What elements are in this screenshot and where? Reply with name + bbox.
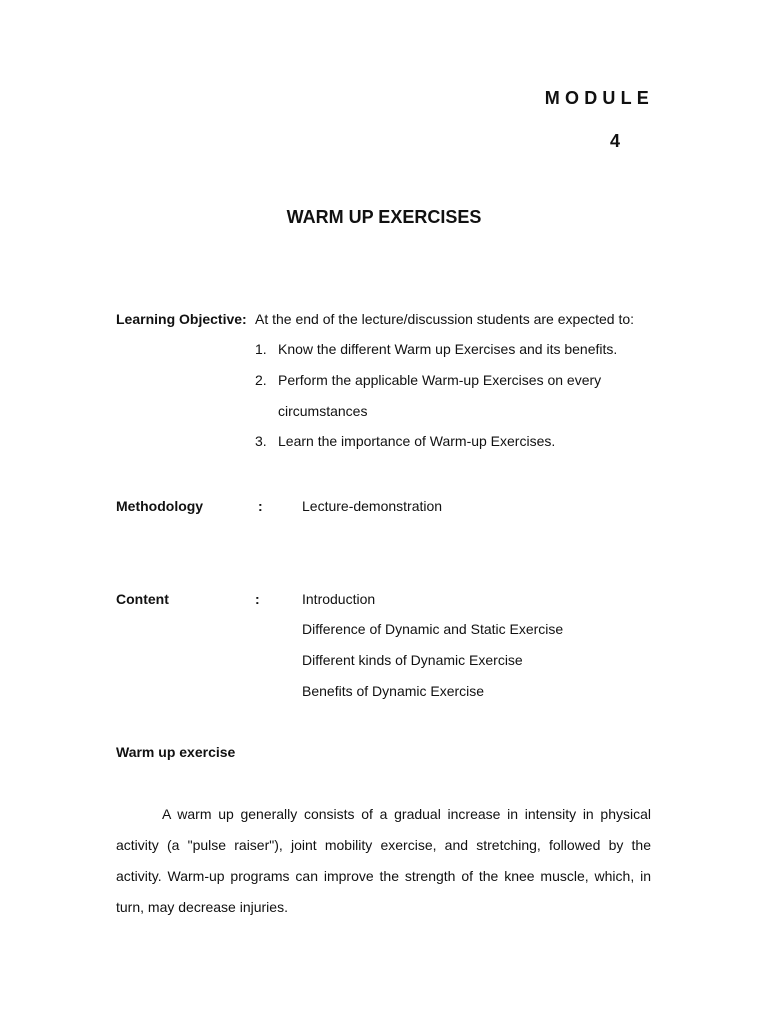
content-item: Benefits of Dynamic Exercise <box>302 683 485 699</box>
page-title: WARM UP EXERCISES <box>286 207 482 227</box>
objective-number: 2. <box>255 372 267 388</box>
methodology-colon: : <box>258 498 263 514</box>
content-item: Difference of Dynamic and Static Exercise <box>302 621 564 637</box>
objective-text: Learn the importance of Warm-up Exercises. <box>278 433 556 449</box>
content-label: Content <box>116 591 169 607</box>
methodology-value: Lecture-demonstration <box>302 498 443 514</box>
content-colon: : <box>255 591 260 607</box>
objective-text-continued: circumstances <box>278 403 368 419</box>
learning-objective-label: Learning Objective: <box>116 311 247 327</box>
methodology-label: Methodology <box>116 498 204 514</box>
content-item: Introduction <box>302 591 376 607</box>
objective-number: 1. <box>255 341 267 357</box>
module-label: MODULE <box>544 88 654 108</box>
section-paragraph: A warm up generally consists of a gradual increase in intensity in physical activity (a "pulse raiser"), joint mobility exercise, and stretching, followed by the activity. Warm-up programs can improve the strength of the knee muscle, which, in turn, may decrease injuries. <box>116 806 651 915</box>
module-number: 4 <box>609 131 620 151</box>
content-item: Different kinds of Dynamic Exercise <box>302 652 523 668</box>
section-heading: Warm up exercise <box>116 744 236 760</box>
objective-number: 3. <box>255 433 267 449</box>
objective-text: Perform the applicable Warm-up Exercises on every <box>278 372 602 388</box>
objective-text: Know the different Warm up Exercises and its benefits. <box>278 341 618 357</box>
learning-objective-intro: At the end of the lecture/discussion students are expected to: <box>255 311 635 327</box>
